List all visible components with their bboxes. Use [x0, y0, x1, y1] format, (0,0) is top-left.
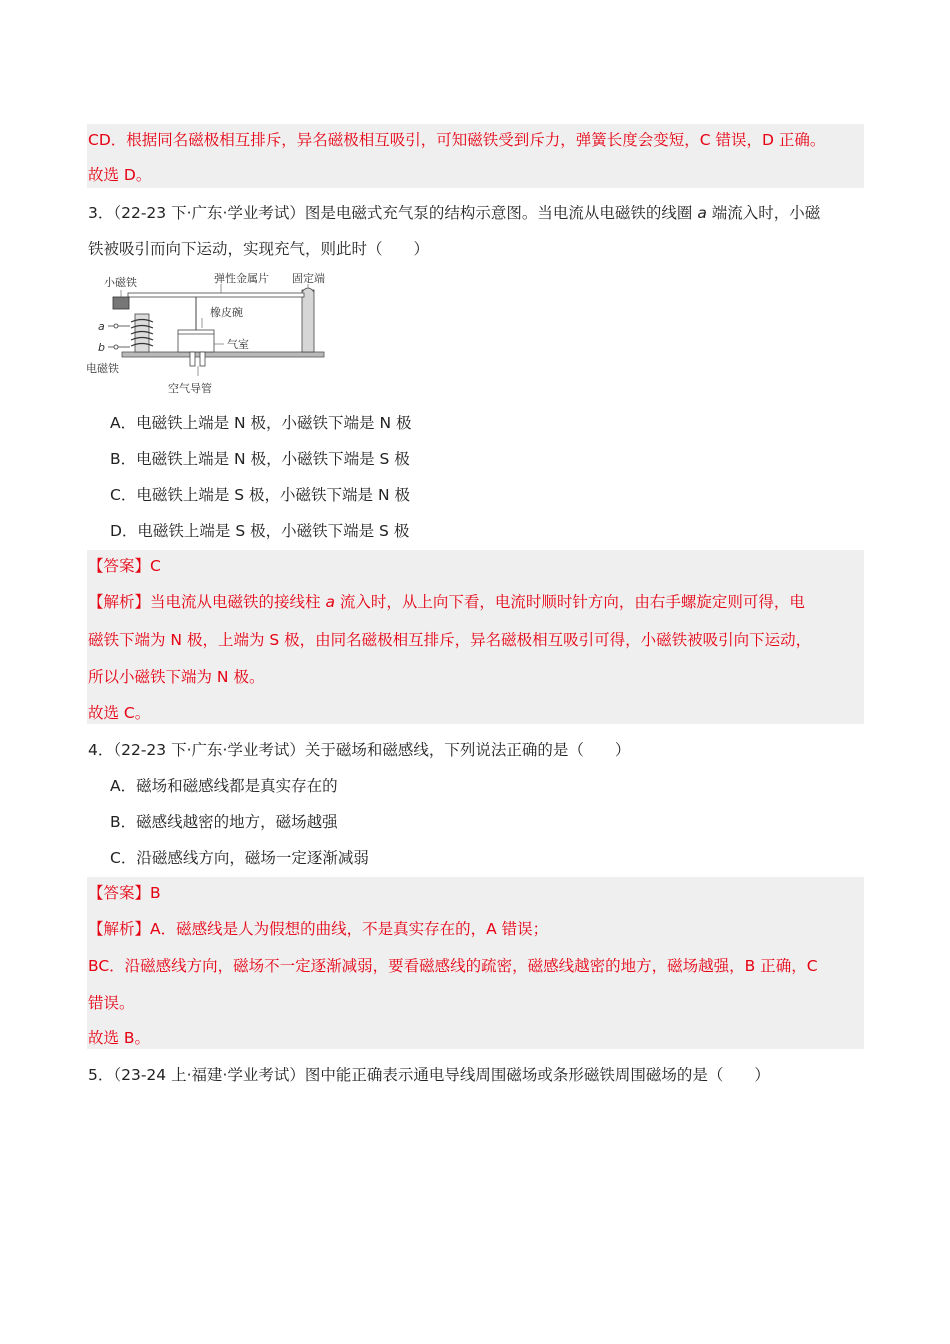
air-tube-1 [190, 352, 195, 366]
elastic-strip [128, 293, 304, 297]
q3-option-b: B．电磁铁上端是 N 极，小磁铁下端是 S 极 [110, 450, 410, 468]
q3-analysis-line1 [88, 592, 805, 612]
q4-stem: 4．（22-23 下·广东·学业考试）关于磁场和磁感线，下列说法正确的是（ ） [88, 741, 631, 759]
label-air-tube: 空气导管 [168, 382, 212, 395]
q3-answer: 【答案】C [88, 557, 161, 575]
q3-option-c: C．电磁铁上端是 S 极，小磁铁下端是 N 极 [110, 486, 410, 504]
label-air-chamber: 气室 [227, 338, 249, 351]
air-pump-diagram [86, 268, 338, 404]
q4-analysis-line3: 错误。 [88, 994, 135, 1012]
q3-analysis-line2: 磁铁下端为 N 极，上端为 S 极，由同名磁极相互排斥，异名磁极相互吸引可得，小磁铁被吸引向下运动， [88, 631, 812, 649]
q2-analysis-line: CD．根据同名磁极相互排斥，异名磁极相互吸引，可知磁铁受到斥力，弹簧长度会变短，C 错误，D 正确。 [88, 131, 826, 149]
q4-option-c: C．沿磁感线方向，磁场一定逐渐减弱 [110, 849, 369, 867]
q4-conclusion: 故选 B。 [88, 1029, 151, 1047]
air-chamber [178, 330, 214, 352]
q2-conclusion: 故选 D。 [88, 166, 152, 184]
label-terminal-a: a [98, 320, 105, 333]
fixed-post-cap [302, 288, 314, 292]
q3-stem-text-b: 端流入时，小磁 [706, 204, 821, 222]
q3-analysis-text-b: 流入时，从上向下看，电流时顺时针方向，由右手螺旋定则可得，电 [334, 593, 805, 611]
label-small-magnet: 小磁铁 [104, 276, 137, 289]
q5-stem: 5．（23-24 上·福建·学业考试）图中能正确表示通电导线周围磁场或条形磁铁周围磁场的是（ ） [88, 1066, 770, 1084]
q3-stem-text-a: 3．（22-23 下·广东·学业考试）图是电磁式充气泵的结构示意图。当电流从电磁铁的线圈 [88, 204, 698, 222]
q4-option-b: B．磁感线越密的地方，磁场越强 [110, 813, 338, 831]
q3-stem-variable: a [697, 204, 707, 222]
air-tube-2 [200, 352, 205, 366]
q4-analysis-line2: BC．沿磁感线方向，磁场不一定逐渐减弱，要看磁感线的疏密，磁感线越密的地方，磁场越强，B 正确，C [88, 957, 818, 975]
q4-answer: 【答案】B [88, 884, 161, 902]
label-elastic-strip: 弹性金属片 [214, 272, 269, 285]
label-terminal-b: b [98, 341, 105, 354]
q3-analysis-text-a: 【解析】当电流从电磁铁的接线柱 [88, 593, 326, 611]
q3-option-d: D．电磁铁上端是 S 极，小磁铁下端是 S 极 [110, 522, 410, 540]
label-electromagnet: 电磁铁 [86, 362, 119, 375]
q4-option-a: A．磁场和磁感线都是真实存在的 [110, 777, 338, 795]
fixed-post [302, 290, 314, 352]
q3-conclusion: 故选 C。 [88, 704, 151, 722]
small-magnet [113, 297, 129, 309]
q3-stem-line2: 铁被吸引而向下运动，实现充气，则此时（ ） [88, 240, 430, 258]
q3-analysis-line3: 所以小磁铁下端为 N 极。 [88, 668, 265, 686]
q3-option-a: A．电磁铁上端是 N 极，小磁铁下端是 N 极 [110, 414, 412, 432]
q3-analysis-variable: a [325, 593, 335, 611]
q4-analysis-line1: 【解析】A．磁感线是人为假想的曲线，不是真实存在的，A 错误； [88, 920, 549, 938]
label-rubber-bowl: 橡皮碗 [210, 306, 243, 319]
base-plate [122, 352, 324, 357]
label-fixed-end: 固定端 [292, 272, 325, 285]
q3-stem-line1 [88, 203, 820, 223]
